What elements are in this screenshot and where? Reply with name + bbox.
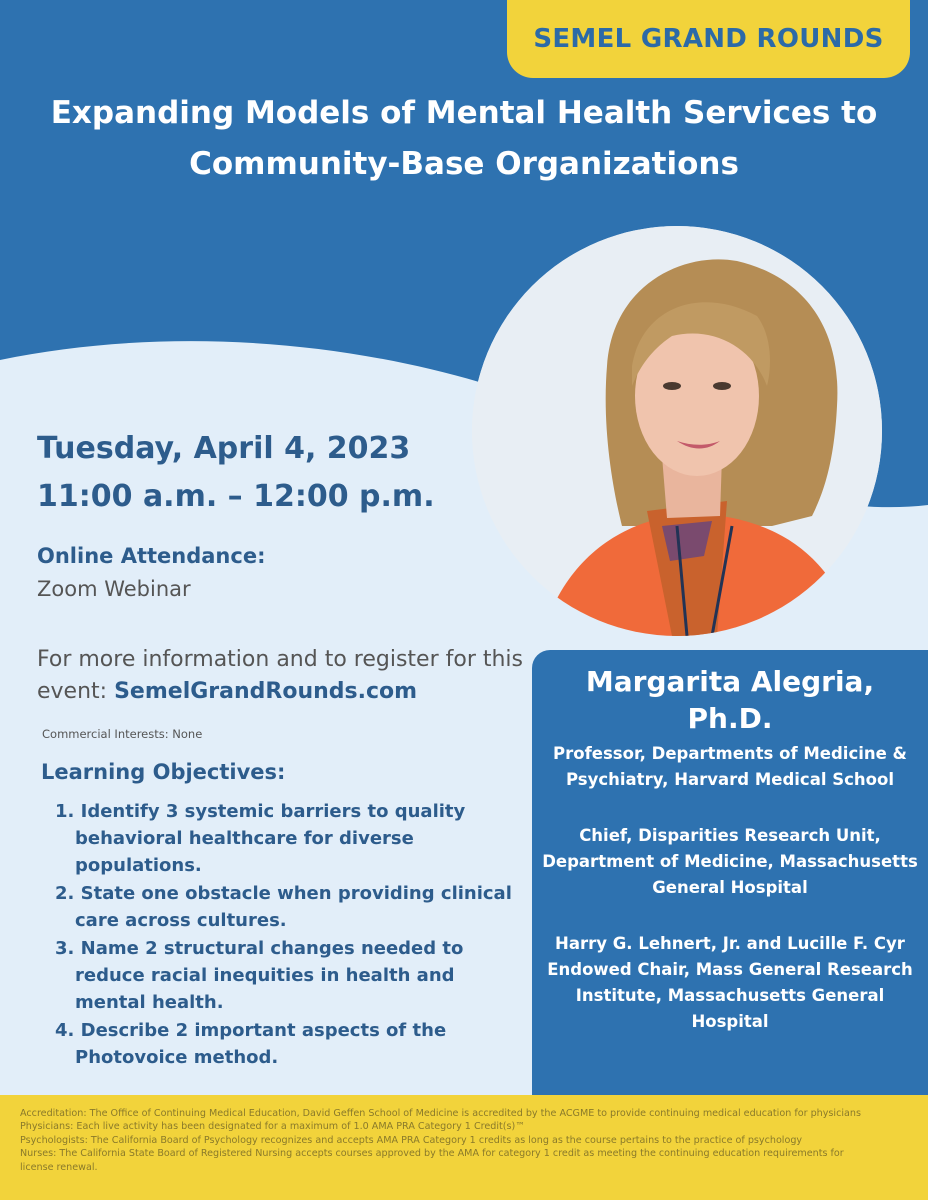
objectives-heading: Learning Objectives: bbox=[41, 760, 286, 784]
footer-line: Nurses: The California State Board of Registered Nursing accepts courses approved by the AMA for category 1 credit as meeting the continuing education requirements for bbox=[20, 1148, 844, 1160]
event-date: Tuesday, April 4, 2023 bbox=[37, 431, 411, 466]
registration-link[interactable]: SemelGrandRounds.com bbox=[114, 679, 418, 704]
footer-line: Accreditation: The Office of Continuing Medical Education, David Geffen School of Medicine is accredited by the ACGME to provide continuing medical education for physicians bbox=[20, 1108, 861, 1119]
speaker-name bbox=[532, 663, 928, 737]
objective-item: 4. Describe 2 important aspects of the Photovoice method. bbox=[55, 1020, 447, 1068]
series-badge bbox=[507, 0, 910, 78]
speaker-photo bbox=[472, 226, 882, 636]
speaker-panel bbox=[532, 650, 928, 1095]
objectives-list bbox=[55, 798, 525, 1072]
event-title-line-2: Community-Base Organizations bbox=[189, 146, 739, 182]
speaker-role-professor: Professor, Departments of Medicine & Psychiatry, Harvard Medical School bbox=[553, 744, 907, 789]
speaker-name-line-2: Ph.D. bbox=[687, 702, 773, 735]
attendance-heading: Online Attendance: bbox=[37, 544, 266, 568]
registration-prefix: event: bbox=[37, 679, 115, 704]
speaker-role-chief: Chief, Disparities Research Unit, Department of Medicine, Massachusetts General Hospital bbox=[542, 826, 918, 897]
event-date-time bbox=[37, 425, 435, 521]
attendance-value: Zoom Webinar bbox=[37, 577, 191, 601]
footer-line: license renewal. bbox=[20, 1161, 98, 1173]
speaker-role-endowed-chair: Harry G. Lehnert, Jr. and Lucille F. Cyr Endowed Chair, Mass General Research Institute, Massachusetts General Hospital bbox=[547, 934, 913, 1031]
registration-text: For more information and to register for this bbox=[37, 647, 523, 672]
registration-info bbox=[37, 644, 537, 708]
objective-item: 2. State one obstacle when providing clinical care across cultures. bbox=[55, 883, 512, 931]
event-time: 11:00 a.m. – 12:00 p.m. bbox=[37, 479, 435, 514]
accreditation-footer bbox=[0, 1095, 928, 1200]
objective-item: 3. Name 2 structural changes needed to reduce racial inequities in health and mental health. bbox=[55, 938, 464, 1013]
event-title bbox=[0, 88, 928, 190]
objective-item: 1. Identify 3 systemic barriers to quality behavioral healthcare for diverse populations. bbox=[55, 801, 466, 876]
footer-line: Psychologists: The California Board of Psychology recognizes and accepts AMA PRA Category 1 credits as long as the course pertains to the practice of psychology bbox=[20, 1134, 803, 1146]
speaker-name-line-1: Margarita Alegria, bbox=[585, 665, 875, 698]
footer-line: Physicians: Each live activity has been designated for a maximum of 1.0 AMA PRA Category 1 Credit(s)™ bbox=[20, 1121, 525, 1133]
commercial-interests: Commercial Interests: None bbox=[42, 727, 203, 741]
series-badge-label: SEMEL GRAND ROUNDS bbox=[533, 24, 884, 54]
event-title-line-1: Expanding Models of Mental Health Services to bbox=[50, 95, 878, 131]
